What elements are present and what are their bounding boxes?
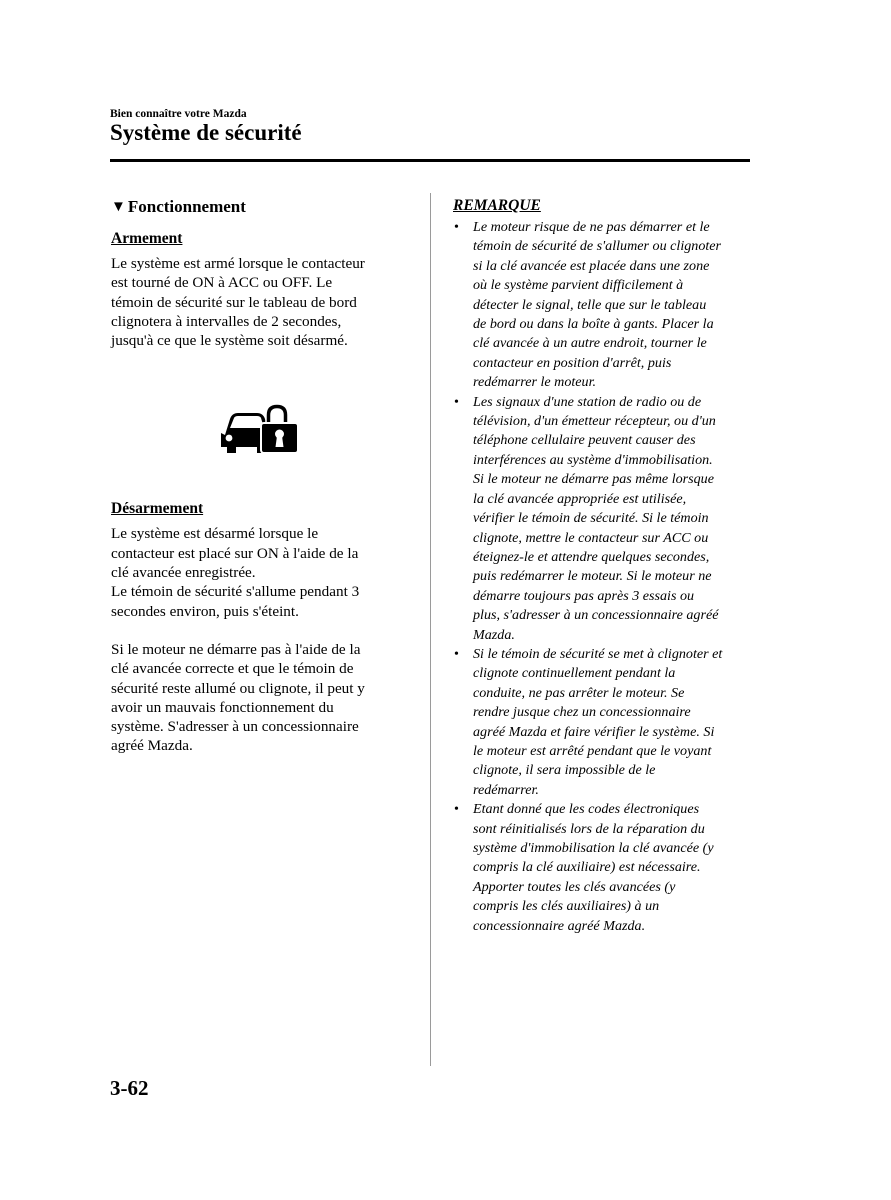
arming-heading: Armement bbox=[111, 230, 183, 247]
disarming-heading: Désarmement bbox=[111, 500, 204, 518]
bullet-icon: • bbox=[454, 645, 459, 662]
note-item bbox=[453, 645, 753, 800]
section-title bbox=[111, 197, 411, 217]
bullet-icon: • bbox=[454, 393, 459, 410]
disarming-warning-text: Si le moteur ne démarre pas à l'aide de la clé avancée correcte et que le témoin de sécurité reste allumé ou clignote, il peut y avoir un mauvais fonctionnement du système. S'adresser à un concessionnaire agréé Mazda. bbox=[111, 640, 365, 755]
arming-text: Le système est armé lorsque le contacteur est tourné de ON à ACC ou OFF. Le témoin de sécurité sur le tableau de bord clignotera à intervalles de 2 secondes, jusqu'à ce que le système soit désarmé. bbox=[111, 255, 365, 350]
security-indicator-icon bbox=[219, 401, 299, 455]
note-item-text: Etant donné que les codes électroniques sont réinitialisés lors de la réparation du système d'immobilisation la clé avancée (y compris la clé auxiliaire) est nécessaire. Apporter toutes les clés avancées (y compris les clés auxiliaires) à un concessionnaire agréé Mazda. bbox=[473, 801, 714, 934]
note-item-text: Si le témoin de sécurité se met à clignoter et clignote continuellement pendant la conduite, ne pas arrêter le moteur. Se rendre jusque chez un concessionnaire agréé Mazda et faire vérifier le système. Si le moteur est arrêté pendant que le voyant clignote, il sera impossible de le redémarrer. bbox=[473, 645, 723, 798]
bullet-icon: • bbox=[454, 801, 459, 818]
column-divider bbox=[430, 193, 431, 1066]
note-item-text: Le moteur risque de ne pas démarrer et le témoin de sécurité de s'allumer ou clignoter si la clé avancée est placée dans une zone où le système parvient difficilement à détecter le signal, telle que sur le tableau de bord ou dans la boîte à gants. Placer la clé avancée à un autre endroit, tourner le contacteur en position d'arrêt, puis redémarrer le moteur. bbox=[473, 219, 722, 391]
section-title-text: Fonctionnement bbox=[127, 197, 246, 216]
left-column bbox=[111, 197, 411, 756]
note-title: REMARQUE bbox=[453, 197, 541, 214]
note-item bbox=[453, 393, 753, 645]
note-item-text: Les signaux d'une station de radio ou de télévision, d'un émetteur récepteur, ou d'un téléphone cellulaire peuvent causer des interférences au système d'immobilisation. Si le moteur ne démarre pas même lorsque la clé avancée appropriée est utilisée, vérifier le témoin de sécurité. Si le témoin clignote, mettre le contacteur sur ACC ou éteignez-le et attendre quelques secondes, puis redémarrer le moteur. Si le moteur ne démarre toujours pas après 3 essais ou plus, s'adresser à un concessionnaire agréé Mazda. bbox=[473, 393, 719, 643]
section-triangle-icon: ▼ bbox=[111, 198, 126, 215]
header-subtitle: Bien connaître votre Mazda bbox=[110, 108, 247, 120]
note-list bbox=[453, 218, 753, 936]
page-title: Système de sécurité bbox=[110, 120, 302, 145]
bullet-icon: • bbox=[454, 219, 459, 235]
header-rule bbox=[110, 159, 750, 162]
disarming-text: Le système est désarmé lorsque le contacteur est placé sur ON à l'aide de la clé avancée enregistrée. Le témoin de sécurité s'allume pendant 3 secondes environ, puis s'éteint. bbox=[111, 525, 360, 620]
page-number: 3-62 bbox=[110, 1076, 149, 1100]
right-column bbox=[453, 197, 753, 936]
note-item bbox=[453, 800, 753, 936]
note-item bbox=[453, 218, 753, 393]
